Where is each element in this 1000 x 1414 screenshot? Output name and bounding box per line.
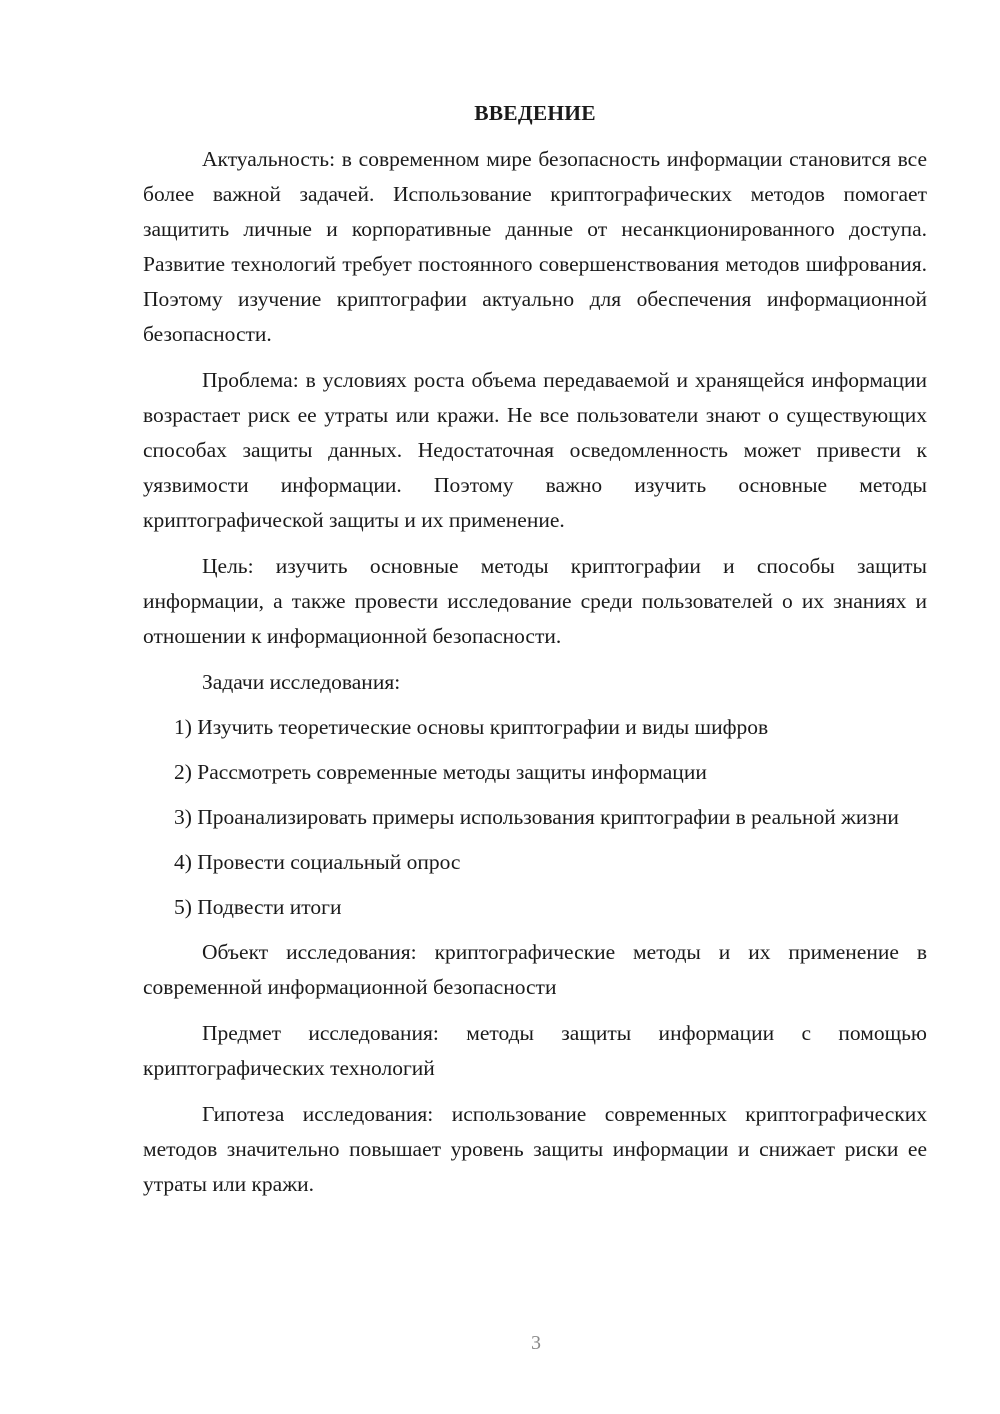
paragraph-hypothesis: Гипотеза исследования: использование современных криптографических методов значительно повышает уровень защиты информации и снижает риски ее утраты или кражи.	[143, 1102, 927, 1196]
section-title: ВВЕДЕНИЕ	[474, 101, 596, 125]
paragraph-problem: Проблема: в условиях роста объема передаваемой и хранящейся информации возрастает риск ее утраты или кражи. Не все пользователи знают о существующих способах защиты данных. Недостаточная осведомленность может привести к уязвимости информации. Поэтому важно изучить основные методы криптографической защиты и их применение.	[143, 368, 927, 532]
paragraph-goal: Цель: изучить основные методы криптографии и способы защиты информации, а также провести исследование среди пользователей о их знаниях и отношении к информационной безопасности.	[143, 554, 927, 648]
list-item: 3) Проанализировать примеры использования криптографии в реальной жизни	[174, 805, 899, 829]
page-content	[143, 96, 927, 1213]
page-number: 3	[531, 1332, 541, 1354]
paragraph-object: Объект исследования: криптографические методы и их применение в современной информационной безопасности	[143, 940, 927, 999]
paragraph-relevance: Актуальность: в современном мире безопасность информации становится все более важной задачей. Использование криптографических методов помогает защитить личные и корпоративные данные от несанкционированного доступа. Развитие технологий требует постоянного совершенствования методов шифрования. Поэтому изучение криптографии актуально для обеспечения информационной безопасности.	[143, 147, 927, 346]
list-item: 5) Подвести итоги	[174, 895, 342, 919]
tasks-heading: Задачи исследования:	[202, 670, 401, 694]
list-item: 1) Изучить теоретические основы криптографии и виды шифров	[174, 715, 769, 739]
list-item: 2) Рассмотреть современные методы защиты информации	[174, 760, 707, 784]
list-item: 4) Провести социальный опрос	[174, 850, 461, 874]
paragraph-subject: Предмет исследования: методы защиты информации с помощью криптографических технологий	[143, 1021, 927, 1080]
